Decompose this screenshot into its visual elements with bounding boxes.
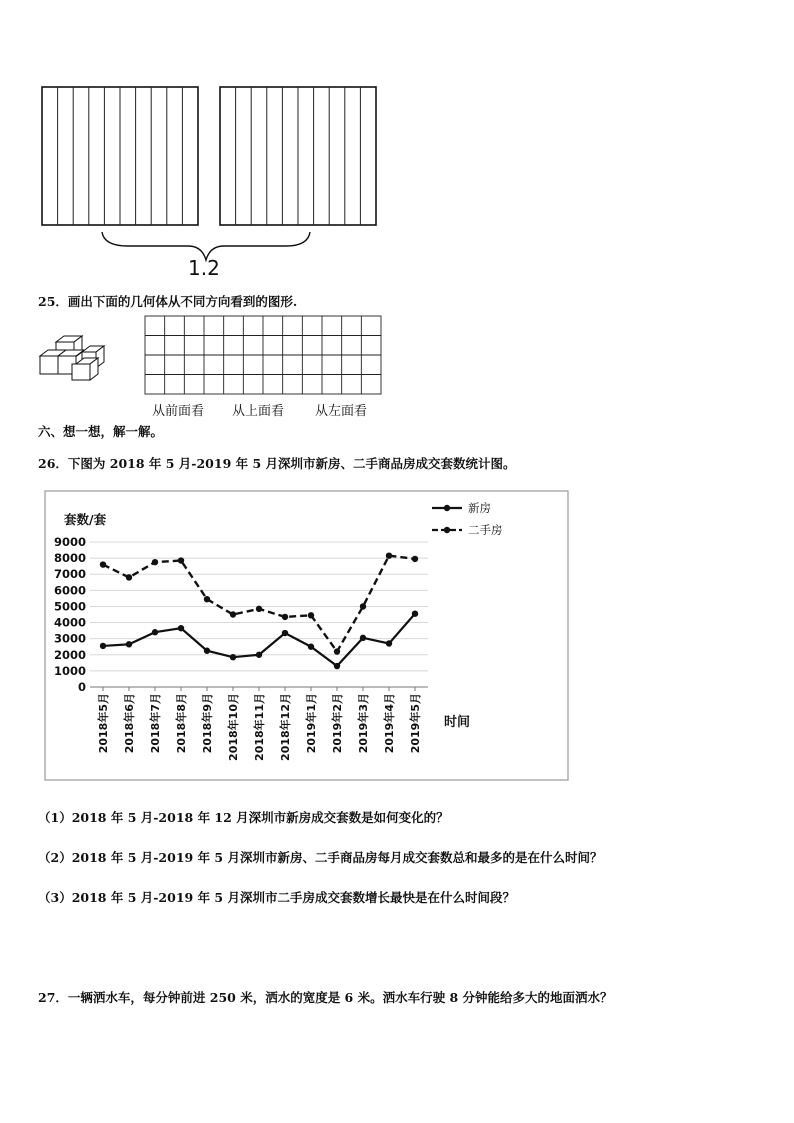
data-point <box>282 630 288 636</box>
data-point <box>256 606 262 612</box>
legend-label: 二手房 <box>468 523 503 537</box>
x-tick-label: 2018年10月 <box>227 693 240 761</box>
x-tick-label: 2018年12月 <box>279 693 292 761</box>
data-point <box>126 641 132 647</box>
y-tick-label: 9000 <box>53 535 86 549</box>
x-tick-label: 2018年9月 <box>201 693 214 754</box>
x-tick-label: 2019年5月 <box>409 693 422 754</box>
data-point <box>308 612 314 618</box>
data-point <box>412 556 418 562</box>
housing-line-chart <box>44 490 570 782</box>
data-point <box>204 596 210 602</box>
data-point <box>178 625 184 631</box>
question-27-text: 27．一辆洒水车，每分钟前进 250 米，洒水的宽度是 6 米。洒水车行驶 8 分钟能给多大的地面洒水？ <box>38 990 613 1005</box>
data-point <box>412 610 418 616</box>
y-tick-label: 5000 <box>53 599 86 614</box>
drawing-grid <box>144 315 384 395</box>
data-point <box>126 574 132 580</box>
data-point <box>360 635 366 641</box>
data-point <box>334 663 340 669</box>
y-axis-title: 套数/套 <box>64 512 107 527</box>
x-tick-label: 2019年4月 <box>383 693 396 754</box>
cube-solid-figure <box>38 334 108 382</box>
x-tick-label: 2018年8月 <box>175 693 188 754</box>
data-point <box>360 603 366 609</box>
view-labels <box>0 400 794 418</box>
y-tick-label: 7000 <box>53 567 86 582</box>
data-point <box>282 614 288 620</box>
fraction-figure <box>38 84 383 284</box>
data-point <box>100 561 106 567</box>
y-tick-label: 4000 <box>53 615 86 630</box>
data-point <box>230 611 236 617</box>
question-26-text: 26．下图为 2018 年 5 月-2019 年 5 月深圳市新房、二手商品房成交套数统计图。 <box>38 456 516 471</box>
left-ruled-rect <box>42 87 198 225</box>
data-point <box>386 640 392 646</box>
x-tick-label: 2019年2月 <box>331 693 344 754</box>
data-point <box>334 648 340 654</box>
data-point <box>100 643 106 649</box>
x-tick-label: 2018年11月 <box>253 693 266 761</box>
question-25-text: 25．画出下面的几何体从不同方向看到的图形. <box>38 294 298 309</box>
y-tick-label: 1000 <box>53 663 86 678</box>
y-tick-label: 6000 <box>53 583 86 598</box>
data-point <box>152 629 158 635</box>
x-axis-title: 时间 <box>444 715 471 730</box>
data-point <box>256 652 262 658</box>
question-26-sub-2: （2）2018 年 5 月-2019 年 5 月深圳市新房、二手商品房每月成交套数总和最多的是在什么时间？ <box>38 850 603 865</box>
y-tick-label: 3000 <box>53 631 86 646</box>
brace-label: 1.2 <box>188 256 220 280</box>
x-tick-label: 2019年3月 <box>357 693 370 754</box>
section-6-title: 六、想一想，解一解。 <box>38 424 164 439</box>
data-point <box>386 552 392 558</box>
y-tick-label: 0 <box>77 680 86 694</box>
y-tick-label: 8000 <box>53 551 86 566</box>
data-point <box>178 557 184 563</box>
x-tick-label: 2019年1月 <box>305 693 318 754</box>
view-label-left: 从左面看 <box>315 404 368 419</box>
legend-label: 新房 <box>468 501 491 515</box>
legend-marker <box>444 505 450 511</box>
view-label-front: 从前面看 <box>152 404 205 419</box>
right-ruled-rect <box>220 87 376 225</box>
question-26-sub-1: （1）2018 年 5 月-2018 年 12 月深圳市新房成交套数是如何变化的？ <box>38 810 449 825</box>
x-tick-label: 2018年6月 <box>123 693 136 754</box>
legend-marker <box>444 527 450 533</box>
question-26-sub-3: （3）2018 年 5 月-2019 年 5 月深圳市二手房成交套数增长最快是在什么时间段？ <box>38 890 515 905</box>
x-tick-label: 2018年5月 <box>97 693 110 754</box>
y-tick-label: 2000 <box>53 647 86 662</box>
data-point <box>204 648 210 654</box>
x-tick-label: 2018年7月 <box>149 693 162 754</box>
data-point <box>152 559 158 565</box>
data-point <box>308 644 314 650</box>
data-point <box>230 654 236 660</box>
view-label-top: 从上面看 <box>232 404 285 419</box>
